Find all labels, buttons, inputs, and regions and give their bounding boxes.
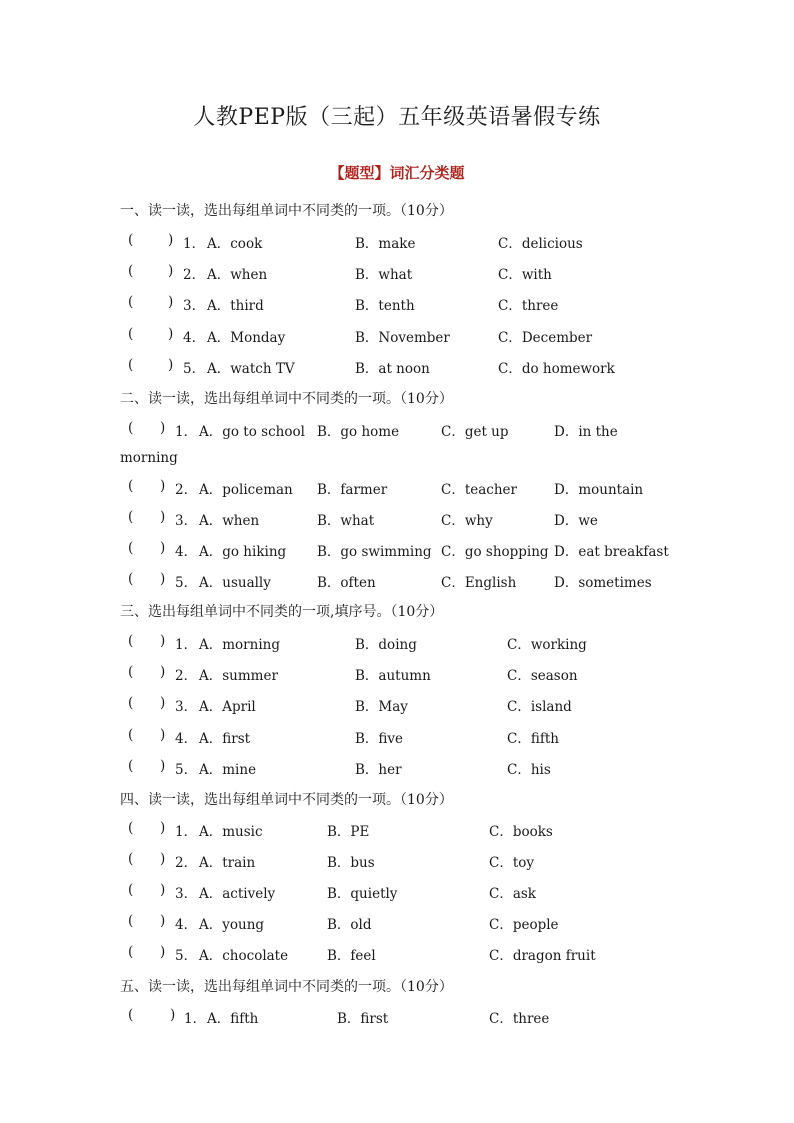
answer-paren-close: ) <box>160 633 166 649</box>
option-a: A．go to school <box>199 424 305 440</box>
question-number: 1． <box>175 637 198 653</box>
question-row <box>0 294 794 314</box>
answer-paren-close: ) <box>160 695 166 711</box>
option-a: A．when <box>199 513 260 529</box>
question-row <box>0 357 794 377</box>
question-row <box>0 263 794 283</box>
option-d: D．in the <box>554 424 618 440</box>
answer-paren-close: ) <box>168 263 174 279</box>
option-c: C．teacher <box>441 482 517 498</box>
option-b: B．go swimming <box>317 544 432 560</box>
option-b: B．make <box>355 236 416 252</box>
option-c: C．delicious <box>498 236 583 252</box>
question-row <box>0 944 794 964</box>
question-row <box>0 509 794 529</box>
question-row <box>0 758 794 778</box>
section-heading: 三、选出每组单词中不同类的一项,填序号。（10分） <box>120 604 444 620</box>
answer-paren-close: ) <box>160 664 166 680</box>
answer-paren-close: ) <box>160 882 166 898</box>
answer-paren-close: ) <box>170 1007 176 1023</box>
option-b: B．November <box>355 330 450 346</box>
question-number: 4． <box>175 731 198 747</box>
option-a: A．morning <box>199 637 280 653</box>
answer-paren-close: ) <box>160 913 166 929</box>
question-row <box>0 540 794 560</box>
answer-paren-open: ( <box>128 913 134 929</box>
answer-paren-open: ( <box>128 509 134 525</box>
option-c: C．three <box>489 1011 550 1027</box>
option-wrap-text: morning <box>120 450 178 466</box>
option-b: B．what <box>317 513 375 529</box>
option-b: B．quietly <box>327 886 398 902</box>
section-heading: 二、读一读，选出每组单词中不同类的一项。（10分） <box>120 391 453 407</box>
option-a: A．April <box>199 699 256 715</box>
option-c: C．his <box>507 762 551 778</box>
question-row <box>0 478 794 498</box>
answer-paren-close: ) <box>160 420 166 436</box>
answer-paren-open: ( <box>128 263 134 279</box>
answer-paren-open: ( <box>128 664 134 680</box>
question-number: 2． <box>175 482 198 498</box>
option-c: C．season <box>507 668 578 684</box>
option-b: B．first <box>337 1011 389 1027</box>
question-number: 2． <box>175 668 198 684</box>
question-number: 5． <box>183 361 206 377</box>
option-d: D．sometimes <box>554 575 652 591</box>
question-row <box>0 913 794 933</box>
question-row <box>0 420 794 440</box>
option-a: A．chocolate <box>199 948 289 964</box>
option-a: A．cook <box>207 236 263 252</box>
answer-paren-close: ) <box>160 851 166 867</box>
answer-paren-close: ) <box>160 571 166 587</box>
option-a: A．go hiking <box>199 544 287 560</box>
answer-paren-open: ( <box>128 727 134 743</box>
answer-paren-open: ( <box>128 1007 134 1023</box>
question-row <box>0 851 794 871</box>
option-a: A．watch TV <box>207 361 295 377</box>
answer-paren-close: ) <box>160 540 166 556</box>
answer-paren-open: ( <box>128 944 134 960</box>
answer-paren-close: ) <box>160 478 166 494</box>
answer-paren-open: ( <box>128 633 134 649</box>
option-b: B．old <box>327 917 372 933</box>
option-a: A．summer <box>199 668 278 684</box>
question-number: 2． <box>183 267 206 283</box>
option-b: B．go home <box>317 424 400 440</box>
question-row <box>0 695 794 715</box>
option-a: A．young <box>199 917 265 933</box>
option-b: B．her <box>355 762 402 778</box>
option-c: C．December <box>498 330 593 346</box>
question-type-label: 【题型】词汇分类题 <box>329 164 465 182</box>
option-b: B．tenth <box>355 298 415 314</box>
question-row <box>0 571 794 591</box>
option-a: A．music <box>199 824 263 840</box>
option-c: C．dragon fruit <box>489 948 596 964</box>
section-heading: 一、读一读，选出每组单词中不同类的一项。（10分） <box>120 203 453 219</box>
option-b: B．farmer <box>317 482 388 498</box>
option-b: B．bus <box>327 855 375 871</box>
question-number: 3． <box>175 886 198 902</box>
option-a: A．first <box>199 731 251 747</box>
option-a: A．usually <box>199 575 271 591</box>
answer-paren-open: ( <box>128 758 134 774</box>
option-a: A．third <box>207 298 264 314</box>
option-b: B．often <box>317 575 376 591</box>
option-c: C．do homework <box>498 361 615 377</box>
question-number: 1． <box>175 824 198 840</box>
question-number: 3． <box>183 298 206 314</box>
question-row <box>0 326 794 346</box>
option-b: B．autumn <box>355 668 431 684</box>
option-b: B．five <box>355 731 404 747</box>
answer-paren-open: ( <box>128 420 134 436</box>
question-row <box>0 633 794 653</box>
section-heading: 四、读一读，选出每组单词中不同类的一项。（10分） <box>120 792 453 808</box>
question-number: 5． <box>175 575 198 591</box>
option-b: B．May <box>355 699 408 715</box>
option-b: B．what <box>355 267 413 283</box>
option-c: C．ask <box>489 886 536 902</box>
option-a: A．actively <box>199 886 276 902</box>
question-number: 1． <box>175 424 198 440</box>
question-number: 5． <box>175 762 198 778</box>
answer-paren-open: ( <box>128 478 134 494</box>
option-a: A．fifth <box>207 1011 259 1027</box>
option-c: C．with <box>498 267 552 283</box>
option-d: D．we <box>554 513 598 529</box>
question-number: 4． <box>175 544 198 560</box>
answer-paren-open: ( <box>128 357 134 373</box>
question-row <box>0 882 794 902</box>
answer-paren-close: ) <box>168 326 174 342</box>
option-d: D．eat breakfast <box>554 544 669 560</box>
answer-paren-open: ( <box>128 294 134 310</box>
question-row <box>0 727 794 747</box>
answer-paren-open: ( <box>128 571 134 587</box>
question-row <box>0 664 794 684</box>
question-row <box>0 232 794 252</box>
question-number: 1． <box>184 1011 207 1027</box>
answer-paren-close: ) <box>168 357 174 373</box>
option-b: B．feel <box>327 948 376 964</box>
option-d: D．mountain <box>554 482 644 498</box>
answer-paren-open: ( <box>128 851 134 867</box>
option-a: A．train <box>199 855 256 871</box>
option-a: A．Monday <box>207 330 286 346</box>
option-c: C．books <box>489 824 553 840</box>
option-c: C．go shopping <box>441 544 549 560</box>
answer-paren-open: ( <box>128 326 134 342</box>
question-row <box>0 820 794 840</box>
answer-paren-open: ( <box>128 232 134 248</box>
option-c: C．working <box>507 637 587 653</box>
option-c: C．people <box>489 917 559 933</box>
answer-paren-open: ( <box>128 540 134 556</box>
answer-paren-close: ) <box>160 727 166 743</box>
question-row <box>0 1007 794 1027</box>
question-number: 5． <box>175 948 198 964</box>
option-a: A．policeman <box>199 482 293 498</box>
option-c: C．why <box>441 513 493 529</box>
option-b: B．doing <box>355 637 417 653</box>
page-title: 人教PEP版（三起）五年级英语暑假专练 <box>193 105 601 130</box>
question-number: 1． <box>183 236 206 252</box>
option-b: B．PE <box>327 824 370 840</box>
answer-paren-close: ) <box>160 820 166 836</box>
option-c: C．English <box>441 575 517 591</box>
option-a: A．when <box>207 267 268 283</box>
option-b: B．at noon <box>355 361 430 377</box>
option-c: C．fifth <box>507 731 559 747</box>
question-number: 4． <box>183 330 206 346</box>
answer-paren-close: ) <box>168 232 174 248</box>
option-c: C．island <box>507 699 572 715</box>
answer-paren-close: ) <box>160 509 166 525</box>
option-c: C．three <box>498 298 559 314</box>
option-c: C．get up <box>441 424 509 440</box>
section-heading: 五、读一读，选出每组单词中不同类的一项。（10分） <box>120 979 453 995</box>
question-number: 3． <box>175 699 198 715</box>
answer-paren-open: ( <box>128 820 134 836</box>
question-number: 2． <box>175 855 198 871</box>
answer-paren-close: ) <box>160 944 166 960</box>
answer-paren-close: ) <box>168 294 174 310</box>
answer-paren-open: ( <box>128 882 134 898</box>
option-a: A．mine <box>199 762 257 778</box>
answer-paren-close: ) <box>160 758 166 774</box>
question-number: 4． <box>175 917 198 933</box>
answer-paren-open: ( <box>128 695 134 711</box>
option-c: C．toy <box>489 855 535 871</box>
question-number: 3． <box>175 513 198 529</box>
